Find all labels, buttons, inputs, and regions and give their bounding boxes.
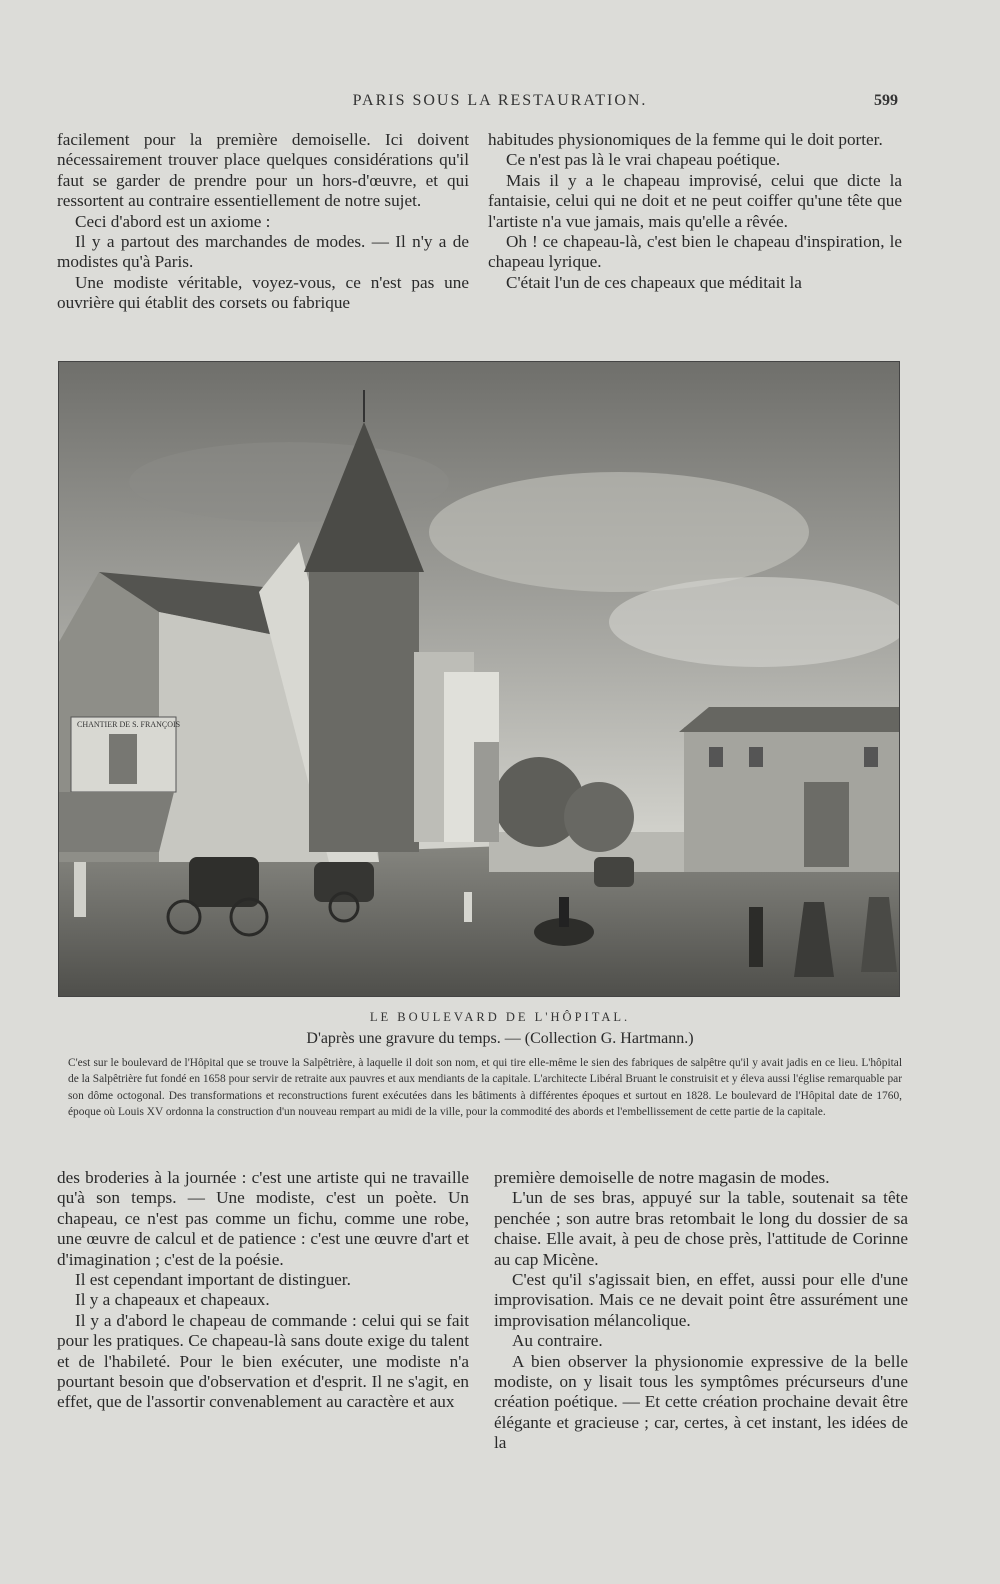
paragraph: C'est qu'il s'agissait bien, en effet, aussi pour elle d'une improvisation. Mais ce ne devait point être assurément une improvisation mélancolique. <box>494 1270 908 1330</box>
paragraph: L'un de ses bras, appuyé sur la table, soutenait sa tête penchée ; son autre bras retombait le long du dossier de sa chaise. Elle avait, à peu de chose près, l'attitude de Corinne au cap Micène. <box>494 1188 908 1269</box>
paragraph: Oh ! ce chapeau-là, c'est bien le chapeau d'inspiration, le chapeau lyrique. <box>488 232 902 272</box>
plate-title: LE BOULEVARD DE L'HÔPITAL. <box>369 1010 631 1024</box>
paragraph: Il y a d'abord le chapeau de commande : celui qui se fait pour les pratiques. Ce chapeau-là sans doute exige du talent et de l'habileté. Pour le bien exécuter, une modiste n'a pourtant besoin que d'observation et d'esprit. Il ne s'agit, en effet, que de l'assortir convenablement au caractère et aux <box>57 1310 469 1412</box>
column-bottom-right <box>494 1168 908 1454</box>
column-top-left <box>57 130 469 314</box>
shop-sign-text: CHANTIER DE S. FRANÇOIS <box>77 720 181 729</box>
paragraph: Il y a chapeaux et chapeaux. <box>75 1290 270 1310</box>
plate-credit: D'après une gravure du temps. — (Collection G. Hartmann.) <box>306 1030 694 1047</box>
paragraph: Au contraire. <box>512 1331 603 1351</box>
paragraph: Une modiste véritable, voyez-vous, ce n'est pas une ouvrière qui établit des corsets ou fabrique <box>57 272 469 313</box>
paragraph: Ceci d'abord est un axiome : <box>75 211 271 231</box>
engraving-illustration <box>58 361 900 997</box>
paragraph: facilement pour la première demoiselle. Ici doivent nécessairement trouver place quelques considérations qu'il faut se garder de prendre pour un hors-d'œuvre, et qui ressortent au contraire essentiellement de notre sujet. <box>57 130 469 211</box>
paragraph: Ce n'est pas là le vrai chapeau poétique. <box>506 150 781 170</box>
paragraph: Il est cependant important de distinguer. <box>75 1270 351 1290</box>
paragraph: Mais il y a le chapeau improvisé, celui que dicte la fantaisie, celui qui ne doit et ne peut coiffer qu'une tête que l'artiste n'a vue jamais, mais qu'elle a rêvée. <box>488 170 902 231</box>
boulevard-engraving-image <box>59 362 899 996</box>
page-number: 599 <box>874 92 898 109</box>
paragraph: première demoiselle de notre magasin de modes. <box>494 1168 830 1187</box>
paragraph: A bien observer la physionomie expressive de la belle modiste, on y lisait tous les symptômes précurseurs d'une création poétique. — Et cette création prochaine devait être élégante et gracieuse ; car, certes, à cet instant, les idées de la <box>494 1351 908 1453</box>
paragraph: des broderies à la journée : c'est une artiste qui ne travaille qu'à son temps. — Une modiste, c'est un poète. Un chapeau, ce n'est pas comme un fichu, comme une robe, une œuvre de calcul et de patience : c'est une œuvre d'art et d'imagination ; c'est de la poésie. <box>57 1168 469 1269</box>
column-bottom-left <box>57 1168 469 1413</box>
paragraph: habitudes physionomiques de la femme qui le doit porter. <box>488 130 883 149</box>
paragraph: Il y a partout des marchandes de modes. — Il n'y a de modistes qu'à Paris. <box>57 232 469 272</box>
plate-caption: C'est sur le boulevard de l'Hôpital que se trouve la Salpêtrière, à laquelle il doit son nom, et qui tire elle-même le sien des fabriques de salpêtre qu'il y avait jadis en ce lieu. L'hôpital de la Salpêtrière fut fondé en 1658 pour servir de retraite aux pauvres et aux mendiants de la capitale. L'architecte Libéral Bruant le construisit et y éleva aussi l'église remarquable par son dôme octogonal. Des transformations et reconstructions furent exécutées dans les bâtiments à différentes époques et surtout en 1828. Le boulevard de l'Hôpital date de 1760, époque où Louis XV ordonna la construction d'un nouveau rempart au midi de la ville, pour la commodité des abords et l'embellissement de cette partie de la capitale. <box>68 1057 902 1118</box>
paragraph: C'était l'un de ces chapeaux que méditait la <box>506 272 802 292</box>
column-top-right <box>488 130 902 293</box>
running-title: PARIS SOUS LA RESTAURATION. <box>352 92 648 109</box>
